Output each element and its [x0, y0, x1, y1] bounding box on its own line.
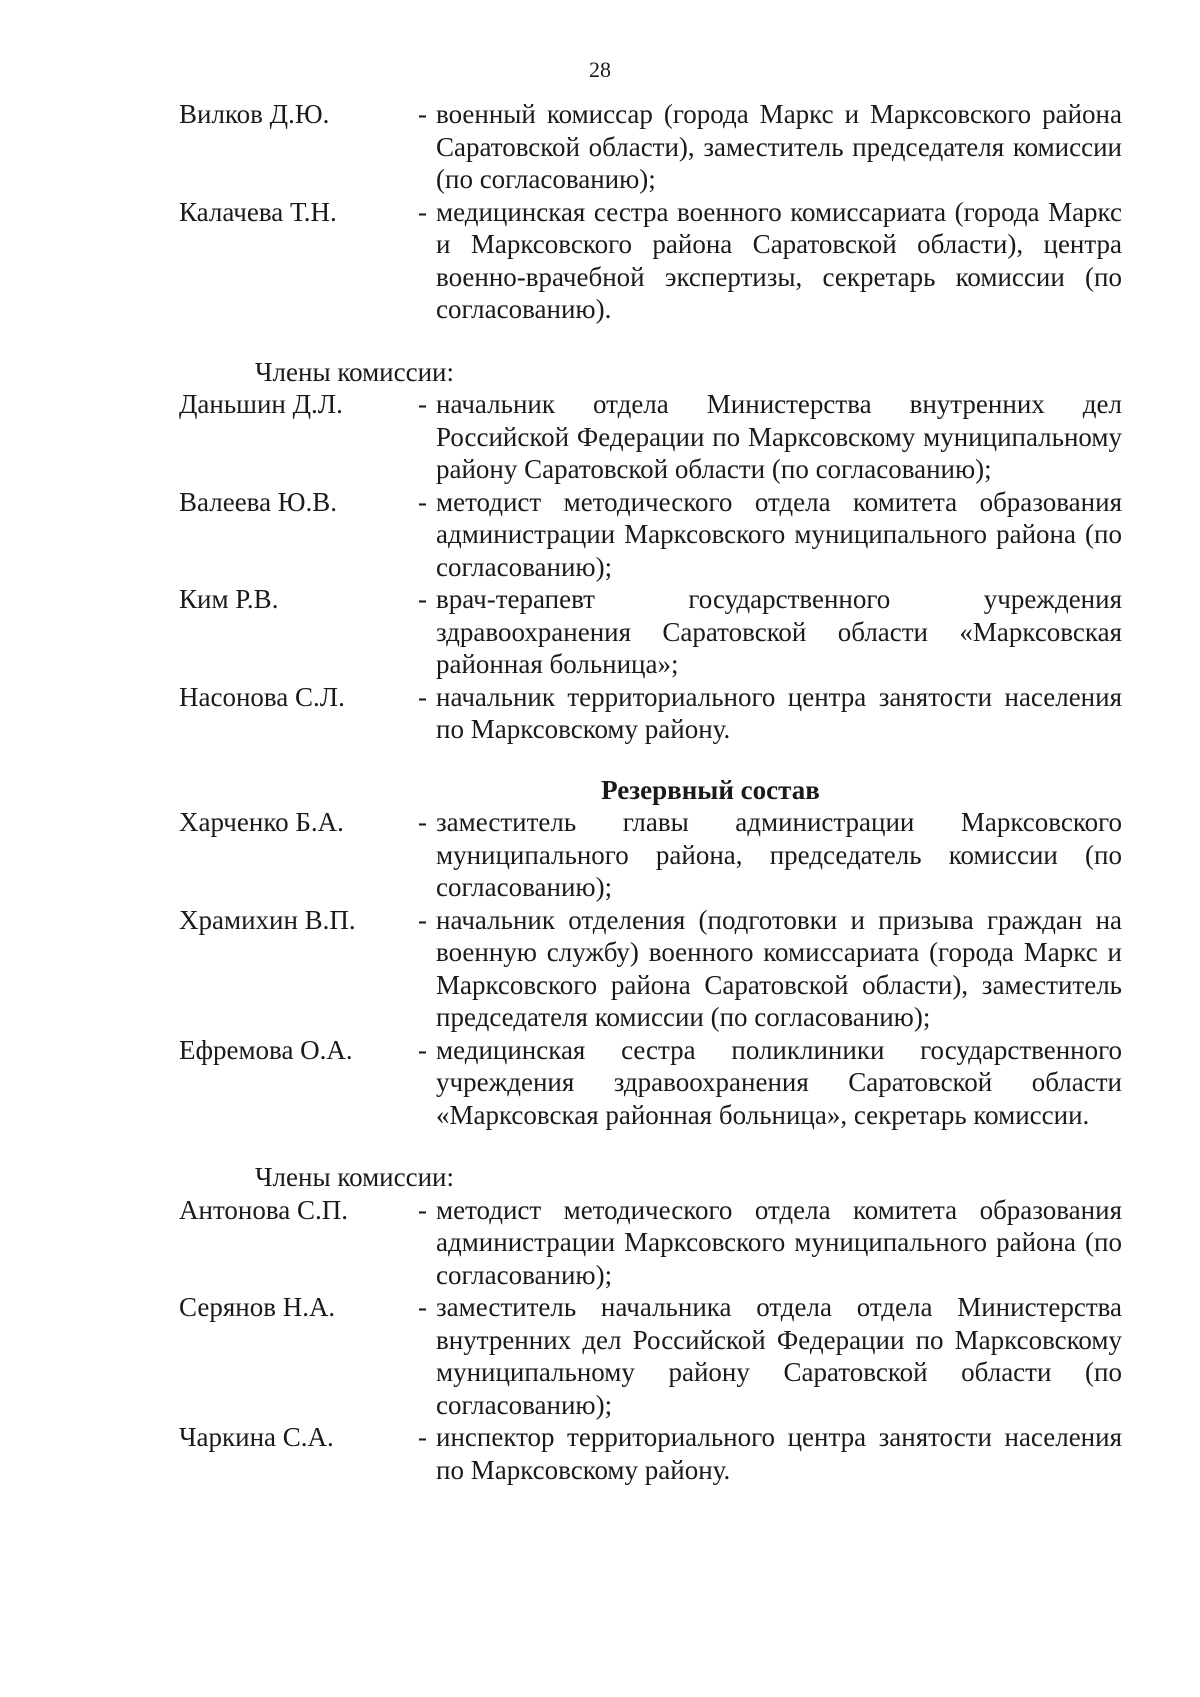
member-role: заместитель главы администрации Марксовского муниципального района, председатель комиссии (по согласованию); [436, 807, 1122, 902]
member-entry [179, 196, 1122, 326]
member-name: Серянов Н.А. [179, 1292, 336, 1322]
member-name: Антонова С.П. [179, 1194, 348, 1225]
entry-dash: - [418, 904, 427, 935]
member-entry [179, 681, 1122, 746]
member-entry [179, 486, 1122, 584]
member-entry [179, 1034, 1122, 1132]
member-role: военный комиссар (города Маркс и Марксовского района Саратовской области), заместитель председателя комиссии (по согласованию); [436, 99, 1122, 194]
entry-dash: - [418, 584, 427, 614]
entry-dash: - [418, 1292, 427, 1322]
member-name: Калачева Т.Н. [179, 196, 337, 227]
member-name: Вилков Д.Ю. [179, 99, 330, 129]
document-body [179, 98, 1122, 1486]
member-entry [179, 904, 1122, 1034]
member-entry [179, 1421, 1122, 1486]
member-role: медицинская сестра поликлиники государственного учреждения здравоохранения Саратовской области «Марксовская районная больница», секретарь комиссии. [436, 1034, 1122, 1130]
member-role: заместитель начальника отдела отдела Министерства внутренних дел Российской Федерации по Марксовскому муниципальному району Саратовской области (по согласованию); [436, 1292, 1122, 1420]
entry-dash: - [418, 1034, 427, 1065]
member-entry [179, 1194, 1122, 1292]
member-entry [179, 388, 1122, 486]
members-heading: Члены комиссии: [255, 1162, 454, 1192]
reserve-heading: Резервный состав [601, 774, 820, 805]
member-role: инспектор территориального центра занятости населения по Марксовскому району. [436, 1422, 1122, 1485]
member-name: Чаркина С.А. [179, 1422, 334, 1452]
member-name: Насонова С.Л. [179, 681, 345, 712]
member-name: Даньшин Д.Л. [179, 389, 343, 419]
entry-dash: - [418, 486, 427, 517]
member-role: методист методического отдела комитета образования администрации Марксовского муниципального района (по согласованию); [436, 1194, 1122, 1290]
member-name: Харченко Б.А. [179, 807, 344, 837]
page-number: 28 [589, 57, 611, 82]
entry-dash: - [418, 99, 427, 129]
entry-dash: - [418, 681, 427, 712]
members-heading: Члены комиссии: [255, 356, 454, 387]
member-name: Храмихин В.П. [179, 904, 356, 935]
member-name: Валеева Ю.В. [179, 486, 338, 517]
member-role: начальник отдела Министерства внутренних дел Российской Федерации по Марксовскому муниципальному району Саратовской области (по согласованию); [436, 389, 1122, 484]
member-entry [179, 583, 1122, 681]
member-role: медицинская сестра военного комиссариата (города Маркс и Марксовского района Саратовской области), центра военно-врачебной экспертизы, секретарь комиссии (по согласованию). [436, 196, 1122, 324]
member-name: Ефремова О.А. [179, 1034, 353, 1065]
member-role: врач-терапевт государственного учреждения здравоохранения Саратовской области «Марксовская районная больница»; [436, 584, 1122, 679]
entry-dash: - [418, 196, 427, 227]
member-entry [179, 1291, 1122, 1421]
entry-dash: - [418, 389, 427, 419]
member-role: методист методического отдела комитета образования администрации Марксовского муниципального района (по согласованию); [436, 486, 1122, 582]
entry-dash: - [418, 1194, 427, 1225]
member-role: начальник отделения (подготовки и призыва граждан на военную службу) военного комиссариата (города Маркс и Марксовского района Саратовской области), заместитель председателя комиссии (по согласованию); [436, 904, 1122, 1032]
member-role: начальник территориального центра занятости населения по Марксовскому району. [436, 681, 1122, 744]
entry-dash: - [418, 1422, 427, 1452]
member-name: Ким Р.В. [179, 584, 279, 614]
member-entry [179, 806, 1122, 904]
entry-dash: - [418, 807, 427, 837]
member-entry [179, 98, 1122, 196]
